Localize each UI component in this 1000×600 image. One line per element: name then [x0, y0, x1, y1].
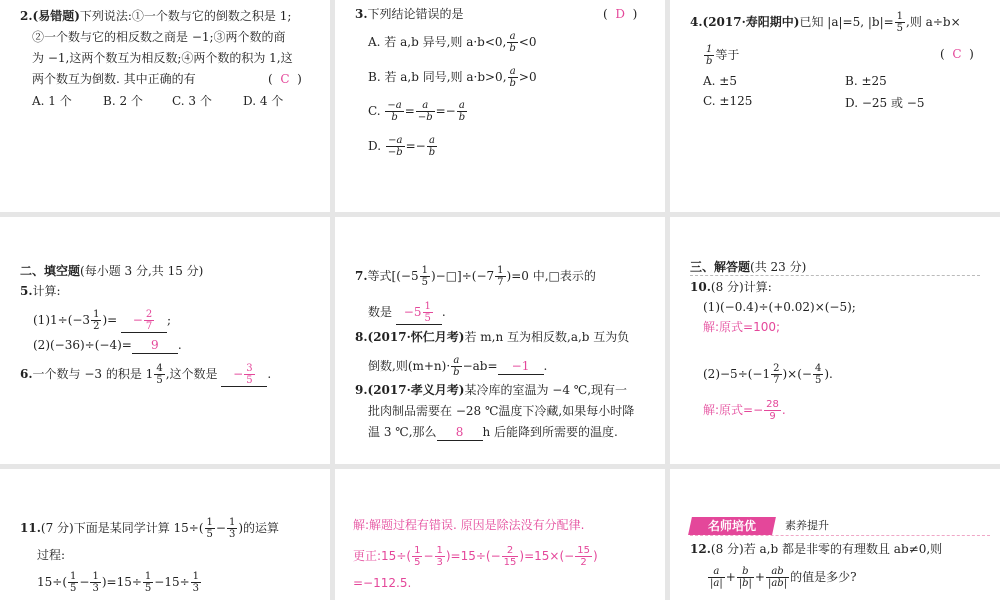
- q8-line2: 倒数,则(m+n)· $\frac{a}{b}$ −ab= −1 .: [368, 355, 548, 378]
- q3-option-b: B. 若 a,b 同号,则 a·b>0, $\frac{a}{b}$ >0: [368, 66, 537, 89]
- panel-q4: [670, 0, 1000, 212]
- q5-answer2: 9: [132, 337, 178, 354]
- q3-answer: ( D ): [603, 7, 638, 21]
- q2-line4: 两个数互为倒数. 其中正确的有: [32, 72, 196, 86]
- q12-stem: 12.(8 分)若 a,b 都是非零的有理数且 ab≠0,则: [690, 542, 943, 556]
- q5-part2: (2)(−36)÷(−4)= 9 .: [33, 338, 182, 352]
- q4-stem: 4.(2017·寿阳期中)已知 |a|=5, |b|= $\frac{1}{5}$ ,则 a÷b×: [690, 11, 961, 34]
- q2-option-c: C. 3 个: [172, 94, 212, 108]
- panel-q10: [670, 217, 1000, 464]
- q4-option-d: D. −25 或 −5: [845, 96, 925, 110]
- q9-stem: 9.(2017·孝义月考)某冷库的室温为 −4 ℃,现有一: [355, 383, 628, 397]
- q7-answer: −5 $\frac{1}{5}$: [396, 301, 442, 325]
- q4-answer: ( C ): [940, 47, 974, 61]
- q11-solution-line1: 解:解题过程有错误. 原因是除法没有分配律.: [353, 518, 585, 532]
- q6-stem: 6.一个数与 −3 的积是 1 $\frac{4}{5}$ ,这个数是 − $\frac{3}{5}$ .: [20, 363, 272, 386]
- q12-line2: $\frac{a}{|a|}$ + $\frac{b}{|b|}$ + $\frac{ab}{|ab|}$ 的值是多少?: [710, 566, 857, 589]
- q2-option-a: A. 1 个: [32, 94, 72, 108]
- panel-q7-q9: [335, 217, 665, 464]
- q4-line2: $\frac{1}{b}$ 等于: [706, 44, 740, 67]
- q2-option-b: B. 2 个: [103, 94, 143, 108]
- question-number: 2.: [20, 9, 33, 23]
- q4-option-a: A. ±5: [703, 74, 737, 88]
- panel-q11-solution: [335, 469, 665, 600]
- panel-q5-q6: [0, 217, 330, 464]
- q5-answer1: − $\frac{2}{7}$: [121, 309, 167, 333]
- q5-stem: 5.计算:: [20, 284, 61, 298]
- q8-answer: −1: [498, 358, 544, 375]
- section-title: 三、解答题(共 23 分): [690, 260, 807, 274]
- q2-option-d: D. 4 个: [243, 94, 284, 108]
- q5-part1: (1)1÷(−3 $\frac{1}{2}$ )= − $\frac{2}{7}$ ;: [33, 309, 172, 332]
- question-text: 下列说法:①一个数与它的倒数之积是 1;: [79, 9, 292, 23]
- q2-answer: ( C ): [268, 72, 302, 86]
- q11-solution-line3: =−112.5.: [353, 576, 412, 590]
- q10-part1: (1)(−0.4)÷(+0.02)×(−5);: [703, 300, 856, 314]
- q2-line2: ②一个数与它的相反数之商是 −1;③两个数的商: [32, 30, 286, 44]
- section-badge-subtitle: 素养提升: [785, 519, 829, 532]
- q11-line2: 过程:: [37, 548, 66, 562]
- q3-option-c: C. $\frac{-a}{b}$ = $\frac{a}{-b}$ =− $\frac{a}{b}$: [368, 100, 466, 123]
- q4-option-b: B. ±25: [845, 74, 887, 88]
- q4-option-c: C. ±125: [703, 94, 753, 108]
- q11-line3: 15÷( $\frac{1}{5}$ − $\frac{1}{3}$ )=15÷ $\frac{1}{5}$ −15÷ $\frac{1}{3}$: [37, 571, 200, 594]
- panel-q3: [335, 0, 665, 212]
- q3-option-d: D. $\frac{-a}{-b}$ =− $\frac{a}{b}$: [368, 135, 436, 158]
- q10-solution1: 解:原式=100;: [703, 320, 781, 334]
- q11-stem: 11.(7 分)下面是某同学计算 15÷( $\frac{1}{5}$ − $\frac{1}{3}$ )的运算: [20, 517, 280, 540]
- q7-line2: 数是 −5 $\frac{1}{5}$ .: [368, 301, 446, 324]
- q2-line3: 为 −1,这两个数互为相反数;④两个数的积为 1,这: [32, 51, 293, 65]
- q3-stem: 3.下列结论错误的是: [355, 7, 464, 21]
- q9-line2: 批肉制品需要在 −28 ℃温度下冷藏,如果每小时降: [368, 404, 635, 418]
- question-tag: (易错题): [32, 9, 80, 23]
- q9-answer: 8: [437, 424, 483, 441]
- q11-solution-line2: 更正:15÷( $\frac{1}{5}$ − $\frac{1}{3}$ )=15÷(− $\frac{2}{15}$ )=15×(− $\frac{15}{2}$ ): [353, 545, 598, 568]
- q10-solution2: 解:原式=− $\frac{28}{9}$ .: [703, 399, 786, 422]
- section-badge: 名师培优: [688, 517, 776, 535]
- divider: [690, 535, 990, 536]
- q10-part2: (2)−5÷(−1 $\frac{2}{7}$ )×(− $\frac{4}{5}$ ).: [703, 363, 833, 386]
- q6-answer: − $\frac{3}{5}$: [221, 363, 267, 387]
- q7-stem: 7.等式[(−5 $\frac{1}{5}$ )−□]÷(−7 $\frac{1}{7}$ )=0 中,□表示的: [355, 265, 596, 288]
- q8-stem: 8.(2017·怀仁月考)若 m,n 互为相反数,a,b 互为负: [355, 330, 630, 344]
- panel-q11: [0, 469, 330, 600]
- divider: [690, 275, 980, 276]
- q10-stem: 10.(8 分)计算:: [690, 280, 772, 294]
- q3-option-a: A. 若 a,b 异号,则 a·b<0, $\frac{a}{b}$ <0: [368, 31, 537, 54]
- section-title: 二、填空题(每小题 3 分,共 15 分): [20, 264, 204, 278]
- panel-q2: [0, 0, 330, 212]
- q9-line3: 温 3 ℃,那么 8 h 后能降到所需要的温度.: [368, 425, 618, 439]
- q2-line1: [20, 8, 291, 24]
